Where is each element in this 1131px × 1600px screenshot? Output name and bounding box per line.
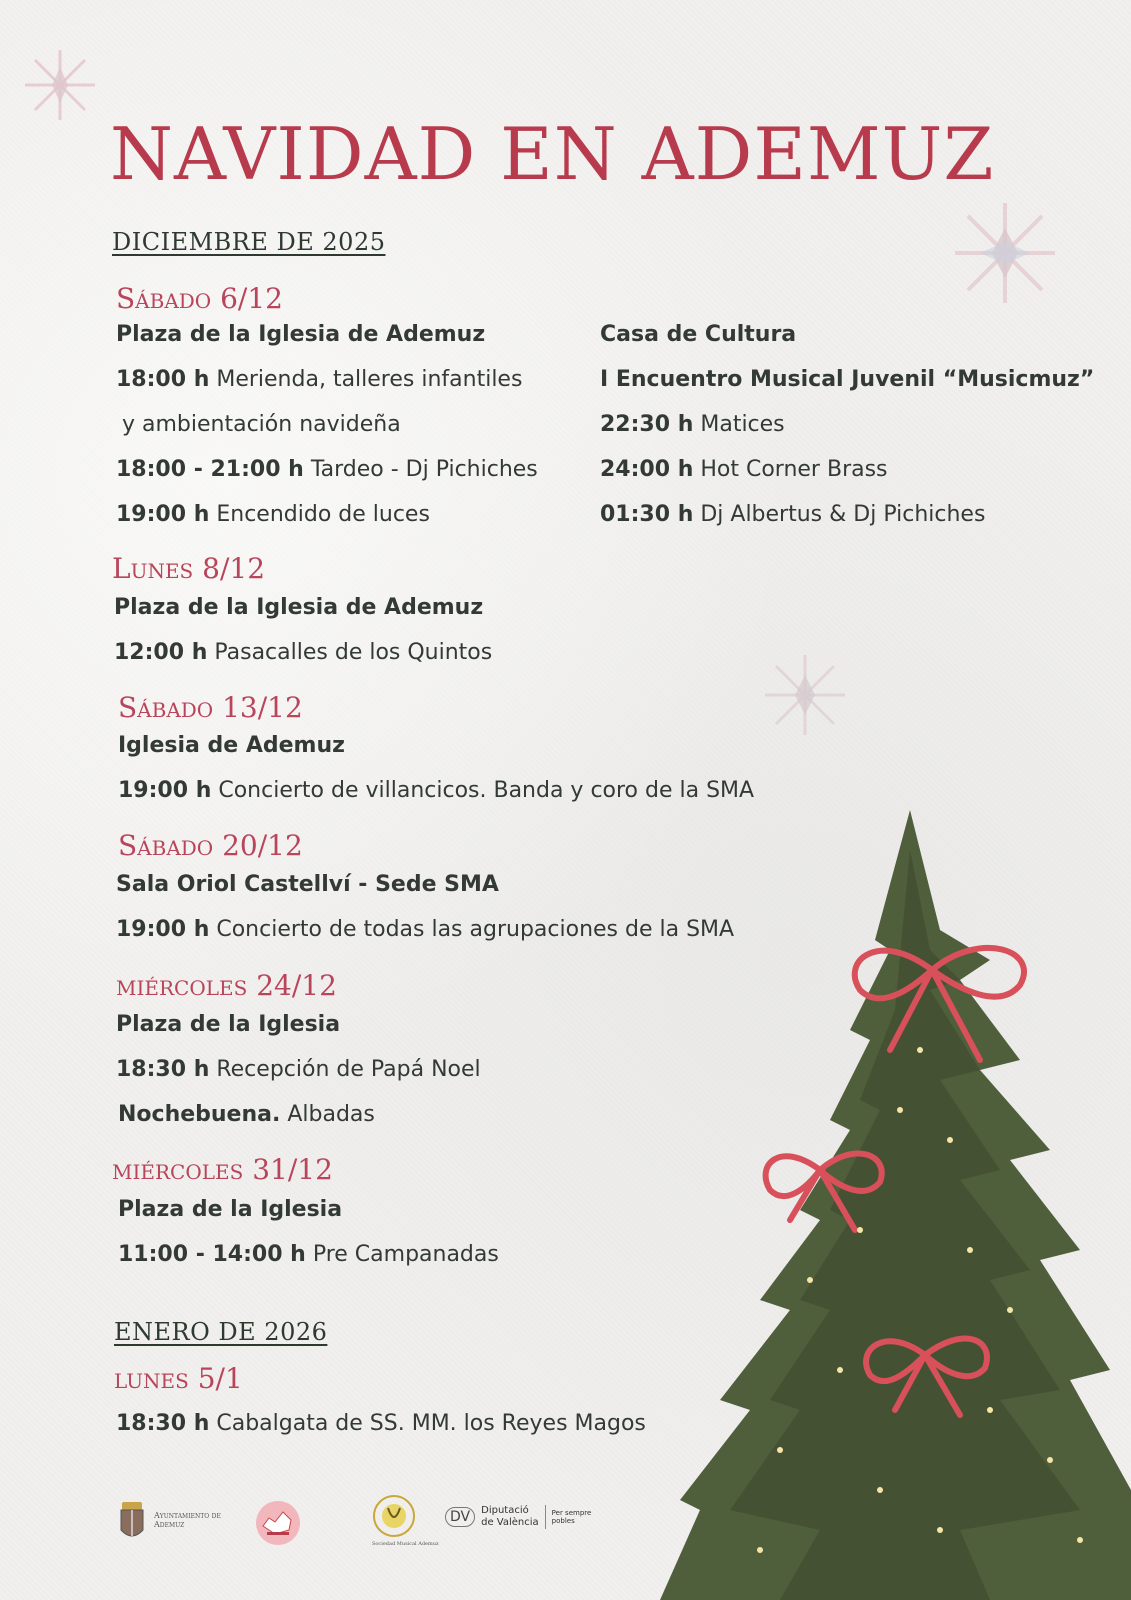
day-heading-lun5: lunes 5/1: [114, 1362, 243, 1395]
event-time: Nochebuena.: [118, 1102, 281, 1127]
day-heading-lun8: Lunes 8/12: [112, 552, 266, 585]
lyre-icon: [372, 1494, 416, 1538]
event-text: Concierto de todas las agrupaciones de la SMA: [209, 917, 735, 942]
ayuntamiento-logo: [118, 1498, 224, 1544]
event-time: 18:00 - 21:00 h: [116, 457, 304, 482]
event-text: Dj Albertus & Dj Pichiches: [693, 502, 986, 527]
diputacio-line-1: Diputació: [481, 1505, 529, 1516]
event-time: 18:00 h: [116, 367, 210, 392]
slogan-line-1: Per sempre: [551, 1508, 592, 1517]
event-line: [116, 457, 538, 483]
event-text: Tardeo - Dj Pichiches: [303, 457, 538, 482]
event-text: Recepción de Papá Noel: [209, 1057, 481, 1082]
event-line: [116, 367, 522, 393]
event-line: [116, 1411, 646, 1437]
event-text: Encendido de luces: [209, 502, 430, 527]
snowflake-icon: [950, 198, 1060, 308]
day-heading-mie24: miércoles 24/12: [116, 969, 337, 1002]
event-time: 19:00 h: [116, 502, 210, 527]
event-line: [114, 640, 492, 666]
venue-name: Casa de Cultura: [600, 322, 797, 347]
event-time: 12:00 h: [114, 640, 208, 665]
event-text: Albadas: [280, 1102, 375, 1127]
event-line: [600, 412, 785, 438]
day-heading-sab6: Sábado 6/12: [116, 282, 283, 315]
event-time: 11:00 - 14:00 h: [118, 1242, 306, 1267]
event-time: 19:00 h: [118, 778, 212, 803]
venue-name: Plaza de la Iglesia: [118, 1197, 343, 1222]
event-time: 18:30 h: [116, 1411, 210, 1436]
event-text: Matices: [693, 412, 785, 437]
event-line: [122, 412, 401, 438]
day-heading-sab20: Sábado 20/12: [118, 829, 303, 862]
venue-name: Plaza de la Iglesia de Ademuz: [116, 322, 486, 347]
event-time: 01:30 h: [600, 502, 694, 527]
event-line: [118, 1242, 499, 1268]
diputacio-line-2: de València: [481, 1517, 539, 1528]
day-heading-sab13: Sábado 13/12: [118, 691, 303, 724]
event-text: Merienda, talleres infantiles: [209, 367, 523, 392]
event-line: [600, 502, 985, 528]
venue-name: Plaza de la Iglesia de Ademuz: [114, 595, 484, 620]
mencion-logo: [255, 1500, 301, 1546]
coat-of-arms-icon: [118, 1498, 146, 1544]
event-line: [116, 502, 430, 528]
event-line: [118, 778, 754, 804]
event-text: Cabalgata de SS. MM. los Reyes Magos: [209, 1411, 646, 1436]
snowflake-icon: [760, 650, 850, 740]
event-line: [118, 1102, 375, 1128]
slogan-line-2: pobles: [551, 1517, 575, 1525]
event-line: [116, 1057, 481, 1083]
diputacio-logo: [445, 1505, 591, 1529]
event-text: Pasacalles de los Quintos: [207, 640, 493, 665]
event-text: Pre Campanadas: [305, 1242, 499, 1267]
dv-mark: DV: [445, 1507, 475, 1527]
event-time: 19:00 h: [116, 917, 210, 942]
event-time: 24:00 h: [600, 457, 694, 482]
event-text: Hot Corner Brass: [693, 457, 888, 482]
event-time: 22:30 h: [600, 412, 694, 437]
event-subtitle: I Encuentro Musical Juvenil “Musicmuz”: [600, 367, 1095, 392]
month-header-december: DICIEMBRE DE 2025: [112, 228, 386, 256]
ayuntamiento-label: Ayuntamiento de Ademuz: [154, 1511, 221, 1529]
month-header-january: ENERO DE 2026: [114, 1318, 328, 1346]
sociedad-musical-label: Sociedad Musical Ademuz: [372, 1541, 439, 1547]
snowflake-icon: [20, 45, 100, 125]
event-text: Concierto de villancicos. Banda y coro de la SMA: [211, 778, 755, 803]
event-line: [600, 457, 888, 483]
venue-name: Sala Oriol Castellví - Sede SMA: [116, 872, 499, 897]
page-title: NAVIDAD EN ADEMUZ: [110, 112, 995, 196]
event-time: 18:30 h: [116, 1057, 210, 1082]
venue-name: Plaza de la Iglesia: [116, 1012, 341, 1037]
event-text: y ambientación navideña: [122, 412, 401, 437]
event-line: [116, 917, 734, 943]
venue-name: Iglesia de Ademuz: [118, 733, 345, 758]
sociedad-musical-logo: [372, 1494, 439, 1550]
day-heading-mie31: miércoles 31/12: [112, 1153, 333, 1186]
